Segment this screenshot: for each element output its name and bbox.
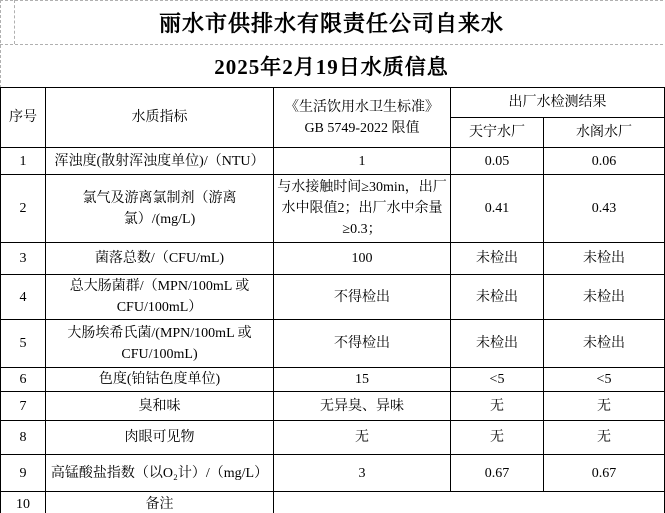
cell-result-tianning: 未检出: [451, 275, 544, 320]
cell-serial: 4: [1, 275, 46, 320]
cell-standard-limit: 15: [274, 368, 451, 392]
cell-indicator: 臭和味: [46, 392, 274, 421]
header-plant-shuige: 水阁水厂: [544, 118, 665, 148]
header-plant-tianning: 天宁水厂: [451, 118, 544, 148]
cell-result-shuige: 0.06: [544, 148, 665, 175]
cell-standard-limit: 1: [274, 148, 451, 175]
cell-result-tianning: <5: [451, 368, 544, 392]
cell-result-tianning: 0.05: [451, 148, 544, 175]
cell-indicator: 菌落总数/（CFU/mL): [46, 243, 274, 275]
header-serial-number: 序号: [1, 88, 46, 148]
cell-indicator: 高锰酸盐指数（以O₂计）/（mg/L）: [46, 455, 274, 492]
cell-result-tianning: 0.67: [451, 455, 544, 492]
cell-standard-limit: 3: [274, 455, 451, 492]
table-row: [1, 320, 665, 368]
table-row: [1, 368, 665, 392]
table-row: [1, 492, 665, 513]
cell-result-tianning: 未检出: [451, 243, 544, 275]
cell-standard-limit: 与水接触时间≥30min，出厂水中限值2；出厂水中余量≥0.3；: [274, 175, 451, 243]
cell-result-tianning: 无: [451, 392, 544, 421]
cell-serial: 1: [1, 148, 46, 175]
cell-standard-limit: 100: [274, 243, 451, 275]
header-row-top: [1, 88, 665, 118]
water-quality-table: [0, 87, 665, 513]
cell-indicator: 浑浊度(散射浑浊度单位)/（NTU）: [46, 148, 274, 175]
cell-indicator: 色度(铂钴色度单位): [46, 368, 274, 392]
cell-result-tianning: 未检出: [451, 320, 544, 368]
cell-result-tianning: 无: [451, 421, 544, 455]
table-row: [1, 175, 665, 243]
cell-indicator: 氯气及游离氯制剂（游离氯）/(mg/L): [46, 175, 274, 243]
header-standard-limit: [274, 88, 451, 148]
cell-serial: 3: [1, 243, 46, 275]
table-row: [1, 392, 665, 421]
table-row: [1, 455, 665, 492]
cell-serial: 8: [1, 421, 46, 455]
cell-serial: 10: [1, 492, 46, 513]
title-area: [0, 0, 665, 88]
company-title: 丽水市供排水有限责任公司自来水: [0, 0, 663, 45]
cell-standard-limit: 不得检出: [274, 275, 451, 320]
cell-standard-limit: 无异臭、异味: [274, 392, 451, 421]
cell-result-shuige: 无: [544, 392, 665, 421]
header-standard-line1: 《生活饮用水卫生标准》: [285, 99, 439, 115]
cell-serial: 9: [1, 455, 46, 492]
cell-result-tianning: 0.41: [451, 175, 544, 243]
table-row: [1, 275, 665, 320]
cell-result-shuige: 0.43: [544, 175, 665, 243]
cell-serial: 6: [1, 368, 46, 392]
cell-remark-content: [274, 492, 665, 513]
cell-standard-limit: 无: [274, 421, 451, 455]
table-row: [1, 421, 665, 455]
cell-serial: 7: [1, 392, 46, 421]
cell-result-shuige: 未检出: [544, 243, 665, 275]
cell-result-shuige: <5: [544, 368, 665, 392]
cell-indicator: 总大肠菌群/（MPN/100mL 或 CFU/100mL）: [46, 275, 274, 320]
cell-indicator: 大肠埃希氏菌/(MPN/100mL 或 CFU/100mL): [46, 320, 274, 368]
cell-result-shuige: 0.67: [544, 455, 665, 492]
header-indicator: 水质指标: [46, 88, 274, 148]
cell-indicator: 肉眼可见物: [46, 421, 274, 455]
cell-result-shuige: 未检出: [544, 320, 665, 368]
header-standard-line2: GB 5749-2022 限值: [304, 120, 420, 136]
report-date-title: 2025年2月19日水质信息: [214, 55, 449, 79]
cell-serial: 2: [1, 175, 46, 243]
header-results-group: 出厂水检测结果: [451, 88, 665, 118]
cell-result-shuige: 未检出: [544, 275, 665, 320]
cell-result-shuige: 无: [544, 421, 665, 455]
table-row: [1, 148, 665, 175]
cell-standard-limit: 不得检出: [274, 320, 451, 368]
cell-indicator-remark: 备注: [46, 492, 274, 513]
table-row: [1, 243, 665, 275]
cell-serial: 5: [1, 320, 46, 368]
